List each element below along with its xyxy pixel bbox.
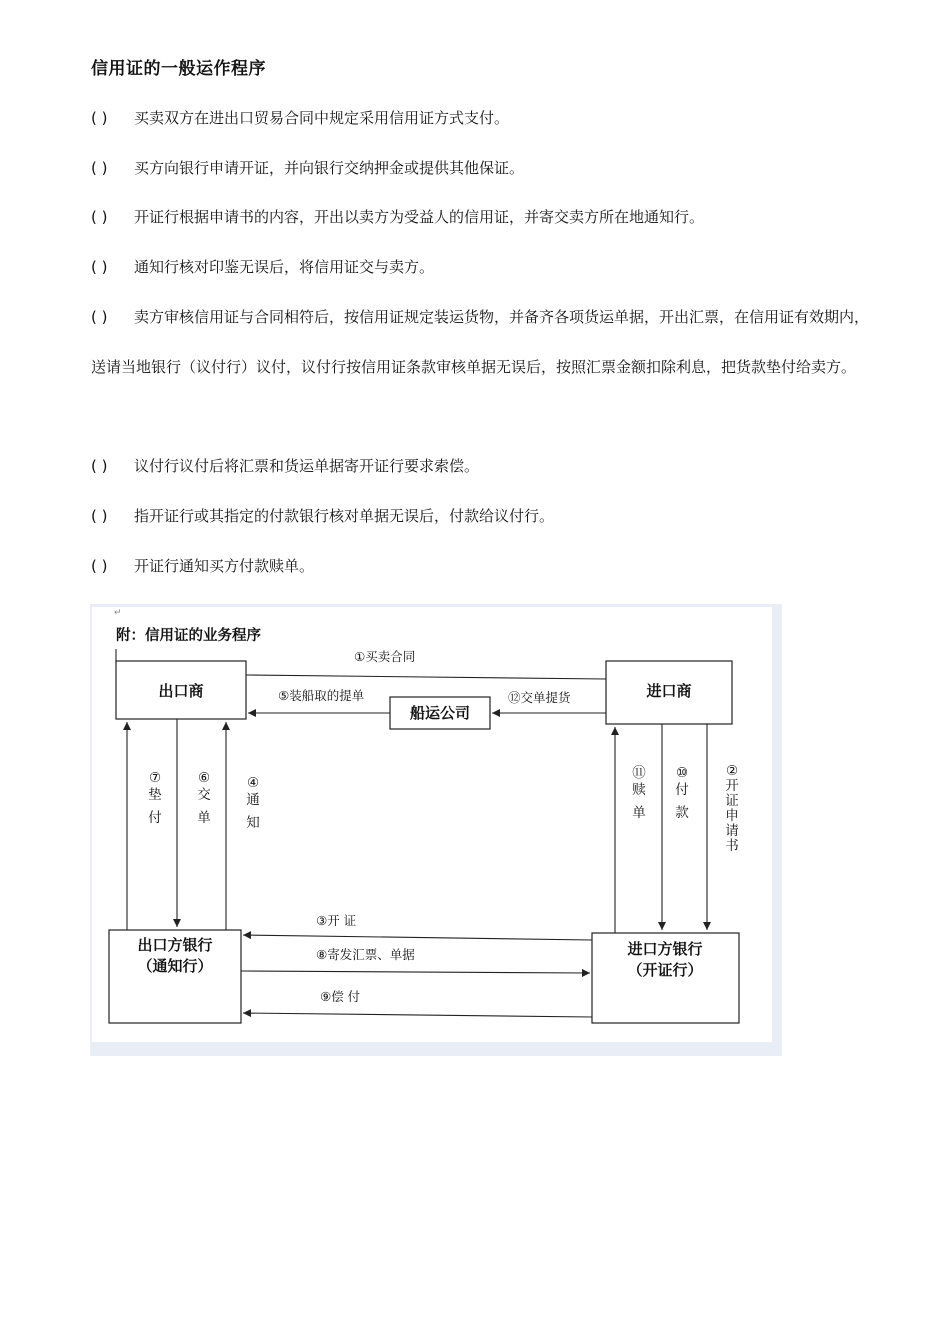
arrow-contract xyxy=(246,675,606,679)
answer-blank[interactable]: ( ) xyxy=(91,308,108,326)
edge-label-submit-documents: ⑥ 交单 xyxy=(197,770,211,826)
exporter-bank-label: 出口方银行 xyxy=(137,936,213,954)
step-text: 议付行议付后将汇票和货运单据寄开证行要求索偿。 xyxy=(134,457,480,475)
page-title: 信用证的一般运作程序 xyxy=(91,59,266,79)
edge-label-pickup-goods: ⑫交单提货 xyxy=(508,690,571,705)
importer-bank-label: 进口方银行 xyxy=(627,940,703,958)
edge-label-notify: ④ 通知 xyxy=(246,775,260,831)
step-3 xyxy=(91,192,871,242)
exporter-bank-role: （通知行） xyxy=(137,957,213,975)
importer-bank-role: （开证行） xyxy=(627,961,703,979)
step-2 xyxy=(91,143,871,193)
arrow-send-draft xyxy=(241,971,590,973)
answer-blank[interactable]: ( ) xyxy=(91,208,108,226)
diagram-heading: 附：信用证的业务程序 xyxy=(116,628,261,644)
edge-label-bill-of-lading: ⑤装船取的提单 xyxy=(278,688,365,703)
answer-blank[interactable]: ( ) xyxy=(91,557,108,575)
importer-label: 进口商 xyxy=(646,682,692,700)
step-7 xyxy=(91,491,871,541)
step-text: 买方向银行申请开证，并向银行交纳押金或提供其他保证。 xyxy=(134,159,525,177)
step-text: 买卖双方在进出口贸易合同中规定采用信用证方式支付。 xyxy=(134,109,510,127)
edge-label-payment: ⑩ 付款 xyxy=(675,765,689,821)
step-text: 指开证行或其指定的付款银行核对单据无误后，付款给议付行。 xyxy=(134,507,555,525)
edge-label-advance-payment: ⑦ 垫付 xyxy=(148,770,162,826)
answer-blank[interactable]: ( ) xyxy=(91,159,108,177)
edge-label-contract: ①买卖合同 xyxy=(354,649,416,664)
figure-canvas xyxy=(92,607,772,1042)
step-4 xyxy=(91,242,871,292)
step-8 xyxy=(91,541,871,591)
step-1 xyxy=(91,93,871,143)
edge-label-send-draft: ⑧寄发汇票、单据 xyxy=(316,947,415,962)
step-text: 开证行通知买方付款赎单。 xyxy=(134,557,315,575)
step-text: 卖方审核信用证与合同相符后，按信用证规定装运货物，并备齐各项货运单据，开出汇票，在信用证有效期内，送请当地银行（议付行）议付，议付行按信用证条款审核单据无误后，按照汇票金额扣除利息，把货款垫付给卖方。 xyxy=(91,308,870,376)
edge-label-redeem-documents: ⑪ 赎单 xyxy=(632,765,646,821)
step-5 xyxy=(91,292,871,392)
exporter-label: 出口商 xyxy=(158,682,204,700)
answer-blank[interactable]: ( ) xyxy=(91,258,108,276)
edge-label-reimburse: ⑨偿 付 xyxy=(320,989,361,1004)
step-text: 通知行核对印鉴无误后，将信用证交与卖方。 xyxy=(134,258,435,276)
shipping-company-label: 船运公司 xyxy=(409,704,471,722)
answer-blank[interactable]: ( ) xyxy=(91,507,108,525)
edge-label-issue-lc: ③开 证 xyxy=(316,913,357,928)
paragraph-mark: ↵ xyxy=(114,608,122,618)
step-text: 开证行根据申请书的内容，开出以卖方为受益人的信用证，并寄交卖方所在地通知行。 xyxy=(134,208,705,226)
arrow-issue-lc xyxy=(243,935,592,940)
arrow-reimburse xyxy=(243,1013,592,1017)
lc-process-figure xyxy=(90,604,782,1056)
lc-process-diagram xyxy=(92,607,772,1042)
answer-blank[interactable]: ( ) xyxy=(91,457,108,475)
answer-blank[interactable]: ( ) xyxy=(91,109,108,127)
step-6 xyxy=(91,441,871,491)
edge-label-lc-application: ② 开证申请书 xyxy=(725,763,739,854)
